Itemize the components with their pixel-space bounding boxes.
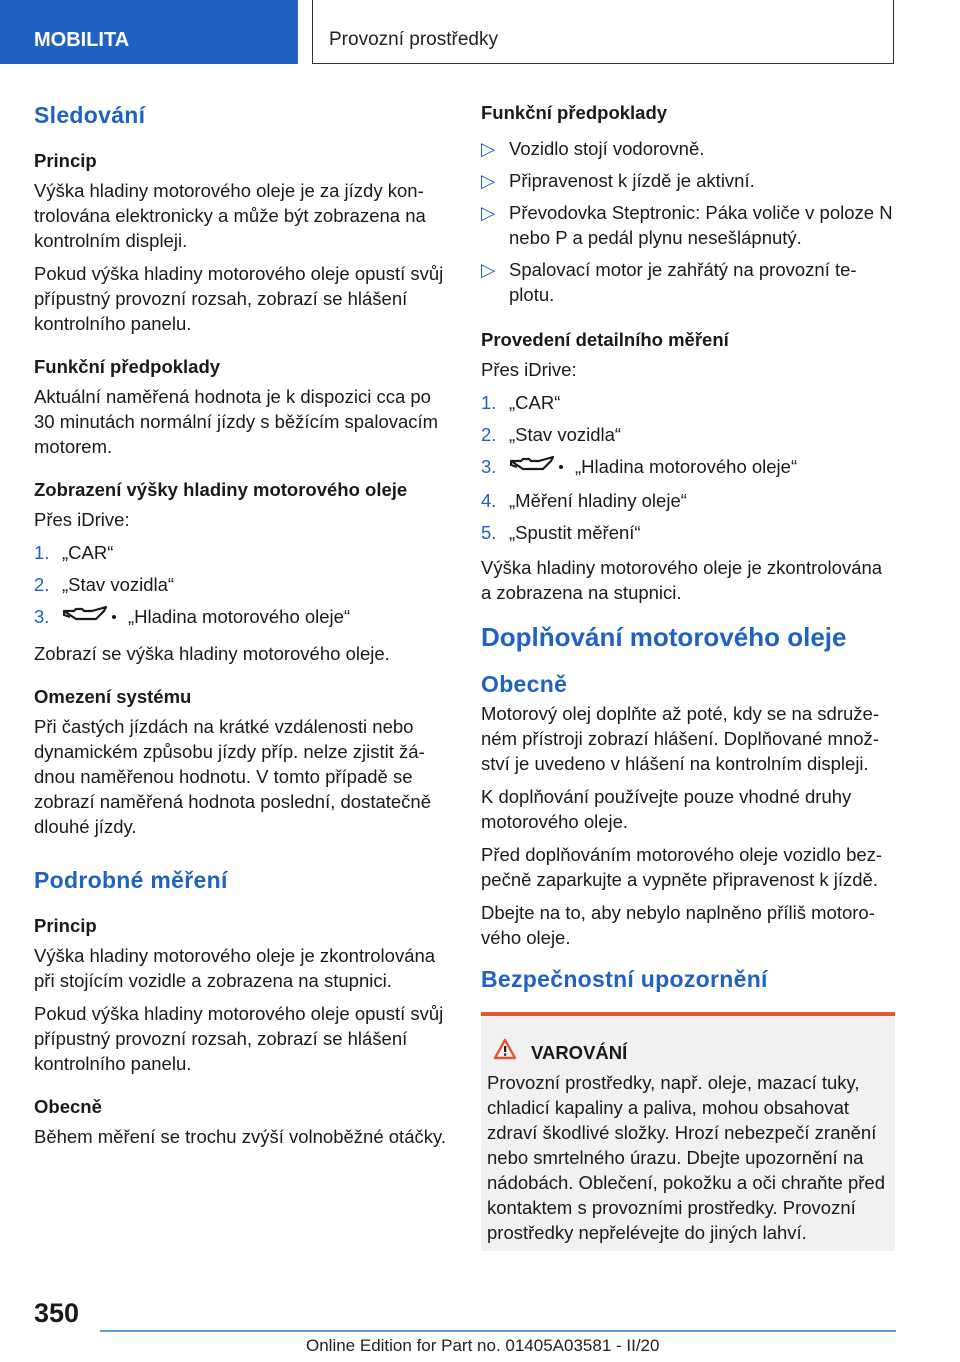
heading-bezpecnostni-upozorneni: Bezpečnostní upozornění [481, 966, 768, 993]
heading-doplnovani: Doplňování motorového oleje [481, 622, 847, 653]
bullet-text: Vozidlo stojí vodorovně. [509, 138, 705, 159]
chapter-tab: MOBILITA [0, 0, 298, 64]
list-item [481, 454, 895, 481]
list-item [481, 200, 895, 250]
paragraph: Dbejte na to, aby nebylo naplněno příliš motorového oleje. [481, 902, 875, 949]
step-number: 3. [481, 456, 497, 477]
heading-sledovani: Sledování [34, 102, 146, 128]
oil-can-icon [62, 605, 118, 631]
steps-list [34, 540, 448, 631]
bullet-text: Spalovací motor je zahřátý na provozní teplotu. [509, 259, 857, 305]
steps-list [481, 390, 895, 545]
subheading-omezeni: Omezení systému [34, 686, 192, 708]
step-number: 1. [34, 542, 50, 563]
right-column [481, 100, 895, 1251]
page-number: 350 [34, 1298, 80, 1328]
heading-podrobne-mereni: Podrobné měření [34, 867, 228, 894]
step-number: 1. [481, 392, 497, 413]
list-item [481, 520, 895, 545]
list-item [481, 488, 895, 513]
subheading-princip: Princip [34, 915, 97, 937]
step-text: „Měření hladiny oleje“ [509, 490, 687, 512]
step-number: 2. [34, 574, 50, 595]
step-text: „Spustit měření“ [509, 522, 641, 544]
paragraph: Pokud výška hladiny motorového oleje opustí svůj přípustný provozní rozsah, zobrazí se hlášení kontrolního panelu. [34, 263, 444, 334]
subheading-princip: Princip [34, 150, 97, 171]
bullet-triangle-icon: ▷ [481, 138, 496, 159]
subheading-funkcni-predpoklady: Funkční předpoklady [481, 102, 668, 123]
step-number: 3. [34, 606, 50, 627]
paragraph: Pokud výška hladiny motorového oleje opustí svůj přípustný provozní rozsah, zobrazí se hlášení kontrolního panelu. [34, 1003, 444, 1075]
page-header [0, 0, 960, 66]
paragraph: Přes iDrive: [481, 359, 577, 380]
bullet-triangle-icon: ▷ [481, 170, 496, 191]
step-number: 2. [481, 424, 497, 445]
list-item [34, 540, 448, 565]
subheading-zobrazeni: Zobrazení výšky hladiny motorového oleje [34, 479, 408, 500]
list-item [481, 168, 895, 193]
list-item [34, 572, 448, 597]
left-column [34, 100, 448, 1157]
footer-divider [100, 1330, 896, 1332]
bullet-triangle-icon: ▷ [481, 202, 496, 223]
list-item [481, 390, 895, 415]
warning-triangle-icon [487, 1038, 531, 1066]
warning-title: VAROVÁNÍ [531, 1041, 628, 1063]
heading-obecne: Obecně [481, 671, 568, 698]
step-text: „Hladina motorového oleje“ [128, 606, 351, 627]
list-item [481, 136, 895, 161]
paragraph: Přes iDrive: [34, 509, 130, 530]
list-item [481, 257, 895, 307]
step-text: „Stav vozidla“ [509, 424, 622, 445]
paragraph: Motorový olej doplňte až poté, kdy se na sdruženém přístroji zobrazí hlášení. Doplňované množství je uvedeno v hlášení na kontrolním displeji. [481, 703, 879, 775]
warning-header [487, 1038, 889, 1066]
step-text: „Hladina motorového oleje“ [575, 456, 798, 477]
step-text: „CAR“ [62, 542, 114, 563]
warning-box [481, 1012, 895, 1251]
edition-note: Online Edition for Part no. 01405A03581 - II/20 [306, 1336, 660, 1355]
list-item [34, 604, 448, 631]
step-number: 5. [481, 522, 497, 544]
paragraph: Aktuální naměřená hodnota je k dispozici cca po 30 minutách normální jízdy s běžícím spalovacím motorem. [34, 386, 439, 457]
bullet-text: Připravenost k jízdě je aktivní. [509, 170, 755, 191]
paragraph: Při častých jízdách na krátké vzdálenosti nebo dynamickém způsobu jízdy příp. nelze zjistit žádnou naměřenou hodnotu. V tomto případě se zobrazí naměřená hodnota poslední, dostatečně dlouhé jízdy. [34, 716, 432, 838]
section-title: Provozní prostředky [312, 0, 894, 64]
subheading-provedeni: Provedení detailního měření [481, 329, 729, 350]
bullet-text: Převodovka Steptronic: Páka voliče v poloze N nebo P a pedál plynu nesešlápnutý. [509, 202, 893, 248]
step-text: „Stav vozidla“ [62, 574, 175, 595]
bullet-triangle-icon: ▷ [481, 259, 496, 280]
bullet-list [481, 136, 895, 307]
oil-can-icon [509, 455, 565, 481]
paragraph: Během měření se trochu zvýší volnoběžné otáčky. [34, 1126, 446, 1148]
subheading-funkcni-predpoklady: Funkční předpoklady [34, 356, 221, 377]
paragraph: Výška hladiny motorového oleje je za jízdy kontrolována elektronicky a může být zobrazena na kontrolním displeji. [34, 180, 426, 251]
paragraph: K doplňování používejte pouze vhodné druhy motorového oleje. [481, 786, 852, 833]
step-text: „CAR“ [509, 392, 561, 413]
warning-text: Provozní prostředky, např. oleje, mazací tuky, chladicí kapaliny a paliva, mohou obsahovat zdraví škodlivé složky. Hrozí nebezpečí zranění nebo smrtelného úrazu. Dbejte upozornění na nádobách. Oblečení, pokožku a oči chraňte před kontaktem s provozními prostředky. Provozní prostředky nepřelévejte do jiných lahví. [487, 1072, 886, 1244]
paragraph: Před doplňováním motorového oleje vozidlo bezpečně zaparkujte a vypněte připravenost k jízdě. [481, 844, 883, 891]
paragraph: Výška hladiny motorového oleje je zkontrolována při stojícím vozidle a zobrazena na stupnici. [34, 945, 436, 992]
paragraph: Zobrazí se výška hladiny motorového oleje. [34, 643, 390, 665]
list-item [481, 422, 895, 447]
subheading-obecne: Obecně [34, 1096, 102, 1118]
step-number: 4. [481, 490, 497, 512]
paragraph: Výška hladiny motorového oleje je zkontrolována a zobrazena na stupnici. [481, 557, 883, 604]
